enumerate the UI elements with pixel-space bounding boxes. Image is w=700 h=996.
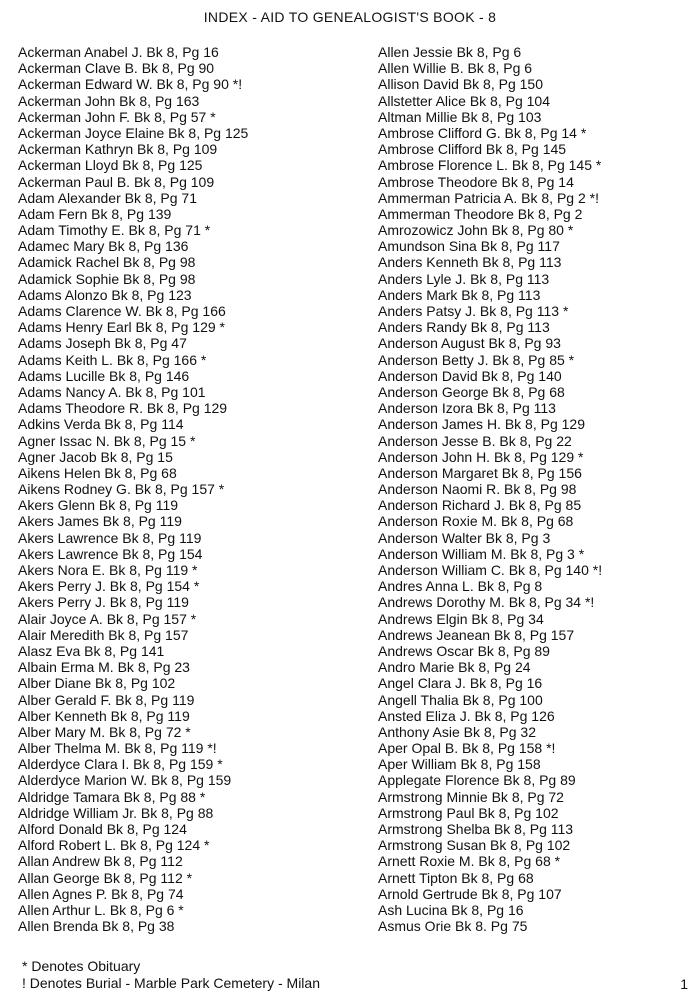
index-entry: Andres Anna L. Bk 8, Pg 8 [378,578,543,595]
index-entry: Ambrose Clifford G. Bk 8, Pg 14 * [378,124,587,141]
index-entry: Anderson George Bk 8, Pg 68 [378,383,565,400]
index-entry: Adams Clarence W. Bk 8, Pg 166 [18,303,226,319]
index-entry: Ackerman Anabel J. Bk 8, Pg 16 [18,44,219,60]
index-entry: Akers Perry J. Bk 8, Pg 154 * [18,578,200,595]
index-entry: Ackerman Paul B. Bk 8, Pg 109 [18,173,215,190]
index-entry: Alford Robert L. Bk 8, Pg 124 * [18,837,210,854]
index-entry: Armstrong Paul Bk 8, Pg 102 [378,804,559,821]
index-entry: Amrozowicz John Bk 8, Pg 80 * [378,222,574,239]
index-entry: Ackerman John F. Bk 8, Pg 57 * [18,108,216,125]
legend [22,958,320,992]
index-entry: Albain Erma M. Bk 8, Pg 23 [18,659,190,676]
index-entry: Alair Meredith Bk 8, Pg 157 [18,626,189,643]
index-entry: Allen Agnes P. Bk 8, Pg 74 [18,885,184,902]
index-entry: Ammerman Theodore Bk 8, Pg 2 [378,205,583,222]
index-entry: Alderdyce Marion W. Bk 8, Pg 159 [18,772,232,789]
index-entry: Anders Mark Bk 8, Pg 113 [378,286,541,303]
index-entry: Akers Lawrence Bk 8, Pg 154 [18,545,203,562]
index-column-left [18,44,358,934]
index-entry: Arnett Roxie M. Bk 8, Pg 68 * [378,853,561,870]
index-entry: Allison David Bk 8, Pg 150 [378,76,543,93]
index-entry: Adam Fern Bk 8, Pg 139 [18,205,172,222]
index-entry: Anderson Betty J. Bk 8, Pg 85 * [378,351,575,368]
index-entry: Ackerman Edward W. Bk 8, Pg 90 *! [18,76,243,93]
index-entry: Andrews Dorothy M. Bk 8, Pg 34 *! [378,594,595,611]
index-entry: Anderson William M. Bk 8, Pg 3 * [378,545,585,562]
index-entry: Alford Donald Bk 8, Pg 124 [18,821,187,837]
index-entry: Ackerman John Bk 8, Pg 163 [18,92,200,109]
index-entry: Allen Arthur L. Bk 8, Pg 6 * [18,901,184,918]
index-entry: Ambrose Theodore Bk 8, Pg 14 [378,173,574,190]
index-entry: Applegate Florence Bk 8, Pg 89 [378,772,576,789]
index-entry: Alber Kenneth Bk 8, Pg 119 [18,707,190,724]
index-entry: Aper Opal B. Bk 8, Pg 158 *! [378,740,556,757]
index-entry: Anders Patsy J. Bk 8, Pg 113 * [378,303,569,319]
index-entry: Adams Nancy A. Bk 8, Pg 101 [18,383,206,400]
index-entry: Anderson Roxie M. Bk 8, Pg 68 [378,513,574,530]
index-entry: Angel Clara J. Bk 8, Pg 16 [378,675,543,692]
index-entry: Alasz Eva Bk 8, Pg 141 [18,642,165,659]
index-entry: Ackerman Lloyd Bk 8, Pg 125 [18,157,203,174]
index-entry: Allen Brenda Bk 8, Pg 38 [18,918,175,935]
index-entry: Aikens Helen Bk 8, Pg 68 [18,464,177,481]
index-entry: Anders Kenneth Bk 8, Pg 113 [378,254,562,271]
index-entry: Adams Henry Earl Bk 8, Pg 129 * [18,319,225,336]
index-entry: Anders Randy Bk 8, Pg 113 [378,319,550,336]
index-entry: Ackerman Kathryn Bk 8, Pg 109 [18,141,218,158]
index-entry: Anderson Margaret Bk 8, Pg 156 [378,464,582,481]
index-entry: Ambrose Clifford Bk 8, Pg 145 [378,141,567,158]
index-entry: Armstrong Minnie Bk 8, Pg 72 [378,788,564,805]
index-entry: Alber Diane Bk 8, Pg 102 [18,675,176,692]
index-entry: Allen Jessie Bk 8, Pg 6 [378,44,522,60]
index-entry: Anderson John H. Bk 8, Pg 129 * [378,448,584,465]
index-entry: Ash Lucina Bk 8, Pg 16 [378,901,524,918]
legend-obituary: * Denotes Obituary [22,958,141,974]
index-entry: Akers Nora E. Bk 8, Pg 119 * [18,562,198,578]
index-entry: Adamick Sophie Bk 8, Pg 98 [18,270,196,287]
index-entry: Anderson Walter Bk 8, Pg 3 [378,529,551,546]
index-entry: Aldridge William Jr. Bk 8, Pg 88 [18,804,214,821]
index-entry: Anderson Naomi R. Bk 8, Pg 98 [378,481,577,498]
index-entry: Arnett Tipton Bk 8, Pg 68 [378,869,534,886]
index-entry: Adams Alonzo Bk 8, Pg 123 [18,286,192,303]
index-entry: Allan George Bk 8, Pg 112 * [18,869,193,886]
index-entry: Akers Glenn Bk 8, Pg 119 [18,497,179,514]
index-entry: Anderson James H. Bk 8, Pg 129 [378,416,585,433]
index-entry: Aldridge Tamara Bk 8, Pg 88 * [18,788,206,805]
index-entry: Akers Lawrence Bk 8, Pg 119 [18,529,202,546]
index-entry: Andro Marie Bk 8, Pg 24 [378,659,531,676]
index-entry: Andrews Oscar Bk 8, Pg 89 [378,642,550,659]
index-entry: Adams Theodore R. Bk 8, Pg 129 [18,400,228,417]
index-entry: Andrews Elgin Bk 8, Pg 34 [378,610,544,627]
index-entry: Akers Perry J. Bk 8, Pg 119 [18,594,189,611]
index-entry: Adams Keith L. Bk 8, Pg 166 * [18,351,207,368]
index-entry: Alber Gerald F. Bk 8, Pg 119 [18,691,195,708]
index-entry: Allstetter Alice Bk 8, Pg 104 [378,92,550,109]
index-entry: Ambrose Florence L. Bk 8, Pg 145 * [378,157,602,174]
index-entry: Anderson Jesse B. Bk 8, Pg 22 [378,432,572,449]
legend-burial: ! Denotes Burial - Marble Park Cemetery - Milan [22,975,320,991]
index-entry: Ackerman Joyce Elaine Bk 8, Pg 125 [18,124,249,141]
index-entry: Anderson Richard J. Bk 8, Pg 85 [378,497,582,514]
index-entry: Asmus Orie Bk 8. Pg 75 [378,918,528,935]
index-entry: Alber Thelma M. Bk 8, Pg 119 *! [18,740,217,757]
index-entry: Angell Thalia Bk 8, Pg 100 [378,691,543,708]
index-entry: Alair Joyce A. Bk 8, Pg 157 * [18,610,197,627]
index-entry: Adams Lucille Bk 8, Pg 146 [18,367,190,384]
index-entry: Anderson William C. Bk 8, Pg 140 *! [378,562,603,578]
index-entry: Agner Jacob Bk 8, Pg 15 [18,448,173,465]
index-entry: Armstrong Shelba Bk 8, Pg 113 [378,821,574,837]
index-entry: Altman Millie Bk 8, Pg 103 [378,108,542,125]
index-entry: Adams Joseph Bk 8, Pg 47 [18,335,187,352]
index-entry: Armstrong Susan Bk 8, Pg 102 [378,837,571,854]
index-entry: Agner Issac N. Bk 8, Pg 15 * [18,432,196,449]
index-entry: Adamick Rachel Bk 8, Pg 98 [18,254,196,271]
index-entry: Ammerman Patricia A. Bk 8, Pg 2 *! [378,189,599,206]
index-entry: Adamec Mary Bk 8, Pg 136 [18,238,189,255]
index-entry: Arnold Gertrude Bk 8, Pg 107 [378,885,562,902]
index-entry: Andrews Jeanean Bk 8, Pg 157 [378,626,575,643]
page-title: INDEX - AID TO GENEALOGIST'S BOOK - 8 [203,9,497,25]
index-entry: Adam Timothy E. Bk 8, Pg 71 * [18,222,211,239]
index-entry: Anderson Izora Bk 8, Pg 113 [378,400,556,417]
index-entry: Alber Mary M. Bk 8, Pg 72 * [18,723,191,740]
index-entry: Adkins Verda Bk 8, Pg 114 [18,416,184,433]
index-entry: Anderson August Bk 8, Pg 93 [378,335,561,352]
index-entry: Ansted Eliza J. Bk 8, Pg 126 [378,707,555,724]
index-entry: Alderdyce Clara I. Bk 8, Pg 159 * [18,756,223,773]
index-entry: Anderson David Bk 8, Pg 140 [378,367,562,384]
index-entry: Ackerman Clave B. Bk 8, Pg 90 [18,60,215,77]
index-entry: Adam Alexander Bk 8, Pg 71 [18,189,197,206]
index-entry: Anthony Asie Bk 8, Pg 32 [378,723,536,740]
index-entry: Aikens Rodney G. Bk 8, Pg 157 * [18,481,225,498]
index-entry: Aper William Bk 8, Pg 158 [378,756,541,773]
index-column-right [378,44,698,934]
index-entry: Amundson Sina Bk 8, Pg 117 [378,238,560,255]
index-entry: Allan Andrew Bk 8, Pg 112 [18,853,183,870]
index-entry: Anders Lyle J. Bk 8, Pg 113 [378,270,550,287]
page-number: 1 [680,976,688,992]
index-entry: Allen Willie B. Bk 8, Pg 6 [378,60,533,77]
index-entry: Akers James Bk 8, Pg 119 [18,513,182,530]
